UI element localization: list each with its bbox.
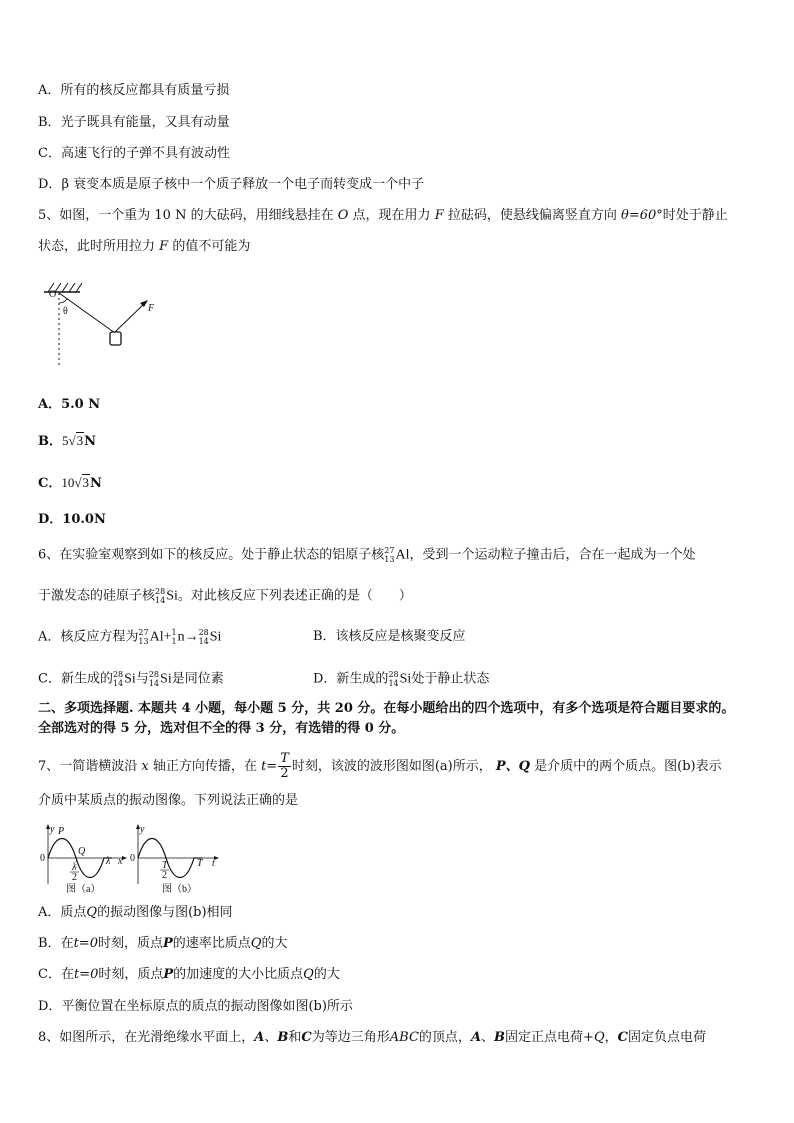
svg-text:T: T xyxy=(162,860,168,871)
svg-text:t: t xyxy=(212,858,215,869)
nuclide-n: 1 1 n xyxy=(171,628,185,646)
q4-option-b xyxy=(38,114,230,132)
svg-text:y: y xyxy=(140,824,145,835)
svg-text:0: 0 xyxy=(130,853,135,864)
section2-heading-line2: 全部选对的得 5 分，选对但不全的得 3 分，有选错的得 0 分。 xyxy=(38,721,405,736)
nuclide-si: 28 14 Si xyxy=(155,587,178,605)
svg-text:P: P xyxy=(58,826,65,837)
q5-figure xyxy=(40,275,170,370)
nuclide-si: 28 14 Si xyxy=(112,670,136,688)
q5-stem-line2: 状态，此时所用拉力 F 的值不可能为 xyxy=(38,239,251,254)
svg-text:图（a）: 图（a） xyxy=(66,884,101,894)
sqrt-expression: 10√3 xyxy=(61,475,89,490)
option-label: B． xyxy=(38,115,61,130)
svg-text:λ: λ xyxy=(72,862,77,873)
q7-stem-line1: 7、一简谐横波沿 x 轴正方向传播，在 t= $\frac{T}{2}$ 时刻，该波的波形图如图(a)所示， P、Q 是介质中的两个质点。图(b)表示 xyxy=(38,751,722,781)
q8-stem-line1: 8、如图所示，在光滑绝缘水平面上，A、B和C为等边三角形ABC的顶点，A、B固定正点电荷+Q，C固定负点电荷 xyxy=(38,1030,707,1045)
option-text: 高速飞行的子弹不具有波动性 xyxy=(60,146,230,161)
option-label: C． xyxy=(38,146,61,161)
nuclide-si: 28 14 Si xyxy=(388,670,412,688)
q6-option-c: C．新生成的 28 14 Si与 28 14 Si是同位素 xyxy=(38,670,224,688)
q6-option-a: A．核反应方程为 27 13 Al+ 1 1 n→ 28 14 Si xyxy=(38,628,222,646)
svg-text:0: 0 xyxy=(40,853,45,864)
option-label: A． xyxy=(38,83,61,98)
q7-option-c: C．在t=0时刻，质点P的加速度的大小比质点Q的大 xyxy=(38,967,340,982)
q6-stem-line2: 于激发态的硅原子核 28 14 Si。对此核反应下列表述正确的是（ ） xyxy=(38,587,412,605)
q7-option-a: A．质点Q的振动图像与图(b)相同 xyxy=(38,905,233,920)
svg-text:x: x xyxy=(118,856,123,867)
q5-option-c: C．10√3N xyxy=(38,475,102,491)
q6-option-b: B．该核反应是核聚变反应 xyxy=(313,629,466,644)
svg-text:2: 2 xyxy=(72,872,77,883)
nuclide-si: 28 14 Si xyxy=(148,670,172,688)
q7-figure-b xyxy=(130,822,222,894)
svg-text:y: y xyxy=(50,824,55,835)
sqrt-expression: 5√3 xyxy=(62,433,84,448)
nuclide-si: 28 14 Si xyxy=(198,628,222,646)
q4-option-c xyxy=(38,145,230,163)
nuclide-al: 27 13 Al xyxy=(138,628,164,646)
svg-text:2: 2 xyxy=(162,870,167,881)
q5-option-a: A．5.0 N xyxy=(38,397,101,412)
svg-text:Q: Q xyxy=(78,846,86,857)
option-text: 光子既具有能量，又具有动量 xyxy=(60,115,230,130)
svg-text:图（b）: 图（b） xyxy=(162,884,197,894)
q4-option-a xyxy=(38,82,229,100)
fig-label-theta: θ xyxy=(63,306,68,317)
q7-figure-a xyxy=(38,822,130,894)
q6-option-d: D．新生成的 28 14 Si处于静止状态 xyxy=(313,670,490,688)
option-label: D． xyxy=(38,177,62,192)
fig-label-f: F xyxy=(148,303,155,314)
svg-text:T: T xyxy=(197,858,203,869)
svg-text:λ: λ xyxy=(106,856,111,867)
fig-label-o: O xyxy=(49,289,57,300)
q7-stem-line2: 介质中某质点的振动图像。下列说法正确的是 xyxy=(38,793,299,808)
option-text: β 衰变本质是原子核中一个质子释放一个电子而转变成一个中子 xyxy=(61,177,425,192)
nuclide-al: 27 13 Al xyxy=(384,546,410,564)
q5-option-b: B．5√3N xyxy=(38,433,97,449)
q6-stem-line1: 6、在实验室观察到如下的核反应。处于静止状态的铝原子核 27 13 Al，受到一个运动粒子撞击后，合在一起成为一个处 xyxy=(38,546,696,564)
q7-option-b: B．在t=0时刻，质点P的速率比质点Q的大 xyxy=(38,936,288,951)
option-text: 所有的核反应都具有质量亏损 xyxy=(60,83,230,98)
q5-option-d: D．10.0N xyxy=(38,512,106,527)
q4-option-d xyxy=(38,176,424,194)
fraction-t-over-2: $\frac{T}{2}$ xyxy=(280,751,289,781)
section2-heading-line1: 二、多项选择题. 本题共 4 小题，每小题 5 分，共 20 分。在每小题给出的四个选项中，有多个选项是符合题目要求的。 xyxy=(38,701,735,716)
q7-option-d: D．平衡位置在坐标原点的质点的振动图像如图(b)所示 xyxy=(38,999,353,1014)
q5-stem-line1: 5、如图，一个重为 10 N 的大砝码，用细线悬挂在 O 点，现在用力 F 拉砝码，使悬线偏离竖直方向 θ=60°时处于静止 xyxy=(38,208,728,223)
